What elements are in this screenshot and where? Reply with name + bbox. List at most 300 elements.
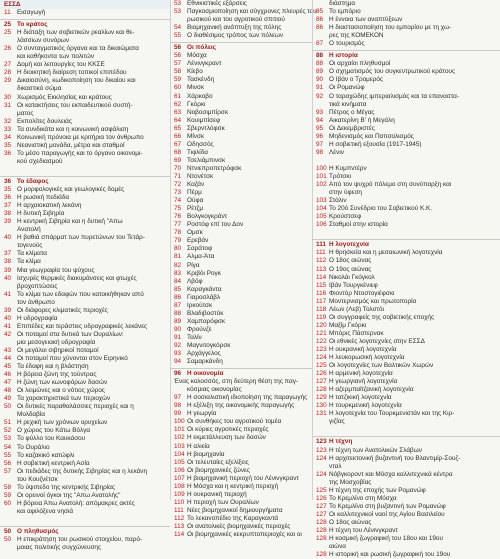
entry-title: Ο συνταγματικός όργανα και τα δικαιώματα: [17, 45, 139, 53]
toc-entry: [0, 460, 170, 468]
entry-title: Επιπέδες και τεράστιες υδρογραφικές λεκάνες: [17, 322, 148, 330]
toc-entry: [170, 515, 312, 523]
page-number: 120: [316, 321, 327, 329]
entry-title: Η οικονομία: [187, 370, 224, 378]
entry-title: τον άνθρωπο: [17, 298, 55, 306]
entry-title: Η λευκορωσική λογοτεχνία: [329, 354, 405, 362]
toc-entry: [0, 267, 170, 275]
page-number: 104: [174, 450, 185, 458]
section-heading: [0, 176, 170, 186]
page-number: 92: [174, 341, 182, 349]
toc-entry: [312, 495, 500, 503]
page-number: 128: [316, 518, 327, 526]
page-number: 47: [4, 379, 12, 387]
page-number: 62: [174, 100, 182, 108]
entry-title: Η ζώνη των κωνοφόρων δασών: [17, 379, 108, 387]
toc-entry: [0, 29, 170, 37]
entry-title: Το φύλλο του Καυκάσου: [17, 435, 86, 443]
entry-title: Τα συνδικάτα και η κοινωνική ασφάλιση: [17, 125, 129, 133]
entry-title: Η βαθιά σπάρματ των πυρετώνων του Τετάρ-: [17, 234, 145, 242]
entry-title: Ταλίν: [187, 333, 202, 341]
entry-title: Καζάν: [187, 181, 205, 189]
entry-title: ρες της ΚΟΜΕΚΟΝ: [329, 32, 384, 40]
entry-title: Η αλιεία: [187, 442, 210, 450]
entry-title: της Μοσχοβίας: [329, 478, 372, 486]
toc-entry: [0, 500, 170, 508]
toc-entry: [0, 355, 170, 363]
page-number: 131: [316, 410, 327, 418]
toc-entry: [0, 166, 170, 174]
entry-title: Ομσκ: [187, 229, 203, 237]
toc-entry: [170, 189, 312, 197]
entry-title: Η κοσμική ζωγραφική του 18ου και 19ου: [329, 535, 443, 543]
entry-title: κού σχεδιασμού: [17, 157, 63, 165]
toc-entry: [0, 371, 170, 379]
toc-entry: [0, 492, 170, 500]
entry-title: Εκπολίτες δουλειάς: [17, 117, 72, 125]
toc-entry: [170, 24, 312, 32]
page-number: 88: [174, 309, 182, 317]
toc-entry: [170, 109, 312, 117]
toc-entry: [170, 197, 312, 205]
toc-entry: [0, 150, 170, 158]
toc-entry: [312, 447, 500, 455]
toc-entry: [0, 102, 170, 110]
page-number: 97: [174, 394, 182, 402]
toc-entry: [0, 484, 170, 492]
page-number: 40: [4, 274, 12, 282]
page-number: 106: [174, 466, 185, 474]
page-number: 103: [316, 197, 327, 205]
entry-title: Εισαγωγή: [17, 9, 46, 17]
page-number: 41: [4, 322, 12, 330]
toc-entry: [170, 310, 312, 318]
toc-entry: [0, 9, 170, 17]
toc-entry: [0, 134, 170, 142]
toc-entry: [170, 125, 312, 133]
entry-title: Οι λειμώνες και ο νότιος χώρος: [17, 387, 105, 395]
entry-title: Η βιομηχανική περιοχή του Λένινγκραντ: [187, 474, 299, 482]
section-heading: [170, 368, 312, 378]
entry-title: Το Κρεμλίνο στη Μόσχα: [329, 494, 397, 502]
toc-entry: [170, 165, 312, 173]
entry-title: Μπόρις Πάστερνακ: [329, 329, 384, 337]
entry-title: Βιομηχανική ανάπτυξη της πόλης: [187, 24, 282, 32]
page-number: 56: [174, 52, 182, 60]
page-number: 114: [316, 273, 327, 281]
page-number: 111: [316, 249, 326, 257]
entry-title: Το καζακικό κατώφλι: [17, 451, 75, 459]
page-number: 31: [4, 101, 12, 109]
entry-title: Ο πληθυσμός: [17, 528, 59, 535]
entry-title: Ντνιεπροπετρόφσκ: [187, 164, 242, 172]
page-number: 102: [316, 181, 327, 189]
page-number: 124: [316, 470, 327, 478]
toc-entry: [170, 181, 312, 189]
entry-title: Νεανιστική μονάδα, μέτρα και σταθμοί: [17, 141, 125, 149]
toc-entry: [312, 229, 500, 237]
page-number: 39: [4, 218, 12, 226]
page-number: 35: [4, 186, 12, 194]
entry-title: Βολγκογκράντ: [187, 213, 228, 221]
section-heading: [170, 42, 312, 52]
entry-title: Οι ποταμοί στα δυτικά των Ουραλίων:: [17, 330, 124, 338]
entry-title: Η διοικητική διαίρεση τοπικοί επιπέδου: [17, 69, 127, 77]
entry-title: Η ιστορία: [329, 52, 358, 60]
toc-entry: [312, 189, 500, 197]
entry-title: Μαξίμ Γκόρκι: [329, 321, 367, 329]
entry-title: Η περιοχή των Ουραλίων: [187, 498, 259, 506]
entry-title: Σβερντλόφσκ: [187, 124, 225, 132]
page-number: 101: [174, 426, 185, 434]
toc-entry: [312, 330, 500, 338]
entry-title: Χάρκοβο: [187, 92, 213, 100]
page-number: 130: [316, 402, 327, 410]
entry-title: Φιοντόρ Ντοστογιέφσκι: [329, 289, 395, 297]
page-number: 79: [174, 237, 182, 245]
toc-entry: [0, 476, 170, 484]
entry-title: Τα έδαφη και η βλάστηση: [17, 363, 89, 371]
entry-title: του Κουζνέτσκ: [17, 475, 58, 483]
toc-entry: [312, 511, 500, 519]
toc-entry: [170, 358, 312, 366]
page-number: 104: [316, 205, 327, 213]
entry-title: Γιαροσλάβλ: [187, 293, 221, 301]
toc-entry: [312, 125, 500, 133]
page-number: 27: [4, 61, 12, 69]
toc-entry: [0, 379, 170, 387]
entry-title: Σαμαρκάνδη: [187, 358, 223, 366]
page-number: 121: [316, 329, 327, 337]
toc-entry: [170, 245, 312, 253]
entry-title: Το κλίμα των εδαφών που κατοικήθηκαν από: [17, 290, 144, 298]
entry-title: Η βόρεια Άπω Ανατολή: απόμακρες ακτές: [17, 499, 135, 507]
entry-title: Η ρεχική των χρόνιων ορυχείων: [17, 419, 108, 427]
entry-title: Τασκένδη: [187, 76, 215, 84]
page-number: 50: [4, 528, 12, 535]
page-number: 87: [316, 40, 324, 48]
toc-entry: [312, 40, 500, 48]
page-number: 25: [4, 29, 12, 37]
toc-entry: [170, 262, 312, 270]
entry-title: Ανατολή: [17, 226, 41, 234]
page-number: 41: [4, 290, 12, 298]
page-number: 122: [316, 337, 327, 345]
toc-entry: [312, 322, 500, 330]
page-number: 33: [4, 125, 12, 133]
toc-entry: [312, 519, 500, 527]
toc-entry: [0, 275, 170, 283]
toc-entry: [312, 471, 500, 479]
page-number: 112: [316, 257, 327, 265]
entry-title: Η διάταξη των σοβιετικών ρεαλίων και θε-: [17, 29, 135, 37]
entry-title: Νικολάι Γκόγκολ: [329, 273, 375, 281]
entry-title: Η σοβιετική κεντρική Ασία: [17, 459, 90, 467]
toc-entry: [312, 141, 500, 149]
page-number: 39: [4, 306, 12, 314]
entry-title: Πέρμ: [187, 189, 202, 197]
page-number: 111: [174, 506, 184, 514]
entry-title: Η αρχαιοκατική λεκάνη: [17, 202, 82, 210]
toc-entry: [312, 24, 500, 32]
page-number: 53: [4, 435, 12, 443]
page-number: 28: [4, 69, 12, 77]
toc-entry: [170, 523, 312, 531]
page-number: 30: [4, 93, 12, 101]
toc-entry: [0, 202, 170, 210]
entry-title: Μίνσκ: [187, 132, 205, 140]
page-number: 85: [316, 8, 324, 16]
entry-title: Νέες βιομηχανικοί δημιουργήματα: [187, 506, 283, 514]
page-number: 65: [174, 124, 182, 132]
entry-title: Μινσκ: [187, 84, 205, 92]
entry-title: Κουιμπίσεφ: [187, 116, 221, 124]
entry-title: Ο μορφολογικές και γεωλογικές δομές: [17, 186, 125, 194]
entry-title: Ο ταραχώδης ιμπεριαλισμός και τα επαναστα-: [329, 92, 459, 100]
toc-entry: [312, 149, 500, 157]
toc-entry: [312, 527, 500, 535]
toc-entry: [0, 363, 170, 371]
entry-title: Οι βιομηχανικές κεκρυπτοπεριοχές και οι: [187, 531, 302, 539]
entry-title: Λένιν: [329, 148, 344, 156]
page-number: 46: [4, 371, 12, 379]
toc-entry: [170, 221, 312, 229]
page-number: 70: [174, 164, 182, 172]
toc-entry: [170, 8, 317, 16]
page-number: 45: [4, 363, 12, 371]
page-number: 59: [174, 76, 182, 84]
page-number: 116: [316, 289, 327, 297]
toc-entry: [170, 84, 312, 92]
page-number: 101: [316, 172, 327, 180]
toc-entry: [0, 468, 170, 476]
toc-entry: [312, 338, 500, 346]
toc-entry: [170, 253, 312, 261]
toc-entry: [0, 110, 170, 118]
entry-title: Από τον ψυχρό πόλεμο στη συνύπαρξη και: [329, 181, 452, 189]
page-number: 85: [174, 285, 182, 293]
entry-title: Ισχυρές θερμικές διακυμάνσεις και φτωχές: [17, 274, 137, 282]
toc-entry: [170, 141, 312, 149]
page-number: 125: [316, 362, 327, 370]
toc-entry: [170, 101, 312, 109]
entry-title: Λένινγκραντ: [187, 60, 222, 68]
entry-title: Η τέχνη των Ανατολικών Σλάβων: [329, 446, 422, 454]
page-number: 123: [316, 345, 327, 353]
entry-title: Η αρμενική λογοτεχνία: [329, 370, 393, 378]
toc-entry: [0, 126, 170, 134]
toc-entry: [312, 418, 500, 426]
entry-title: Οι καλλιτεχνικοί ναοί της Αγίου Βασιλείου: [329, 510, 445, 518]
toc-entry: [312, 101, 500, 109]
entry-title: Οι ανατολικές βιομηχανικές περιοχές: [187, 523, 291, 530]
toc-entry: [0, 307, 170, 315]
page-number: 57: [174, 60, 182, 68]
section-heading: [0, 0, 170, 9]
page-number: 37: [4, 202, 12, 210]
entry-title: Ο τουρισμός: [329, 40, 365, 48]
page-number: 60: [174, 84, 182, 92]
toc-entry: [170, 434, 312, 442]
toc-entry: [170, 173, 312, 181]
page-number: 54: [174, 24, 182, 32]
toc-entry: [0, 331, 170, 339]
entry-title: Μολδαβία: [17, 411, 45, 419]
page-number: 84: [174, 277, 182, 285]
entry-title: Η βόρεια ζώνη της τούντρας: [17, 371, 97, 379]
toc-entry: [170, 483, 312, 491]
toc-entry: [312, 346, 500, 354]
entry-title: Η αρχιτεκτονική βυζαντινή του Βλαντιμίρ-Σουζ-: [329, 454, 461, 462]
page-number: 38: [4, 258, 12, 266]
toc-entry: [0, 435, 170, 443]
toc-entry: [170, 475, 312, 483]
entry-title: Το λεκανοπέδιο της Καραγκαντά: [187, 514, 279, 522]
page-number: 91: [316, 84, 324, 92]
toc-entry: [312, 455, 500, 463]
page-number: 94: [316, 116, 324, 124]
page-number: 55: [174, 32, 182, 40]
entry-title: δικαστικό σώμα: [17, 85, 62, 93]
entry-title: Δικαιοσύνη, κωδικοποίηση του δικαίου και: [17, 77, 136, 85]
page-number: 91: [174, 333, 182, 341]
toc-entry: [170, 318, 312, 326]
entry-title: Η Κυμπντέρν: [329, 164, 367, 172]
toc-entry: [170, 451, 312, 459]
page-number: 96: [174, 370, 182, 378]
entry-title: Οι μεγάλοι σιβηρικοί ποταμοί: [17, 346, 99, 354]
entry-title: Η εκμετάλλευση των δασών: [187, 434, 266, 442]
toc-entry: [0, 452, 170, 460]
page-number: 103: [174, 442, 185, 450]
page-number: 117: [316, 297, 327, 305]
entry-title: Οι πεδιάδες της δυτικής Σιβηρίας και η λεκάνη: [17, 467, 148, 475]
entry-title: Βλαδιβοστόκ: [187, 309, 224, 317]
entry-title: Οι ορεινοί όγκοι της "Απω Ανατολής": [17, 491, 121, 499]
toc-column-2: [170, 0, 317, 539]
page-number: 123: [316, 438, 327, 446]
toc-entry: [170, 149, 312, 157]
page-number: 129: [316, 394, 327, 402]
entry-title: Η έννοια των αναπτύξεων: [329, 16, 403, 24]
toc-entry: [312, 117, 500, 125]
entry-title: Δομή και λειτουργίες του ΚΚΣΕ: [17, 61, 105, 69]
entry-title: Η τέχνη του Λένινγκραντ: [329, 527, 398, 534]
page-number: 86: [174, 293, 182, 301]
page-number: 105: [316, 213, 327, 221]
toc-entry: [170, 157, 312, 165]
page-number: 32: [4, 117, 12, 125]
entry-title: Ο 18ος αιώνας: [329, 518, 372, 526]
toc-entry: [170, 443, 312, 451]
page-number: 58: [4, 483, 12, 491]
page-number: 63: [174, 108, 182, 116]
page-number: 86: [316, 16, 324, 24]
toc-entry: [0, 444, 170, 452]
page-number: 90: [316, 76, 324, 84]
toc-entry: [312, 306, 500, 314]
entry-title: Νοβοσιμπίρσκ: [187, 108, 229, 116]
page-number: 82: [174, 261, 182, 269]
toc-entry: [312, 165, 500, 173]
page-number: 73: [174, 189, 182, 197]
page-number: 115: [316, 281, 327, 289]
entry-title: Τρότσκι: [329, 172, 351, 180]
entry-title: Καραγκάντα: [187, 285, 222, 293]
page-number: 50: [4, 403, 12, 411]
page-number: 68: [174, 148, 182, 156]
page-number: 52: [4, 427, 12, 435]
toc-entry: [170, 326, 312, 334]
entry-title: Οι διάφορες κλιματικές περιοχές: [17, 306, 108, 314]
page-number: 127: [316, 378, 327, 386]
page-number: 88: [316, 60, 324, 68]
page-number: 50: [4, 536, 12, 544]
page-number: 67: [174, 140, 182, 148]
toc-entry: [312, 487, 500, 495]
page-number: 99: [174, 410, 182, 418]
entry-title: Το κράτος: [17, 21, 48, 29]
toc-entry: [170, 76, 312, 84]
entry-title: ματος: [17, 109, 34, 117]
toc-entry: [0, 218, 170, 226]
page-number: 100: [316, 164, 327, 172]
toc-entry: [0, 118, 170, 126]
toc-entry: [170, 499, 312, 507]
page-number: 34: [4, 133, 12, 141]
entry-title: Ρέτζμ: [187, 205, 204, 213]
page-number: 58: [174, 68, 182, 76]
page-number: 112: [174, 514, 185, 522]
toc-entry: [312, 205, 500, 213]
page-number: 54: [4, 443, 12, 451]
page-number: 105: [174, 458, 185, 466]
entry-title: Νόβγκοροντ και Μόσχα καλλιτεχνικά κέντρα: [329, 470, 453, 478]
entry-title: κόσμιας οικονομίας: [187, 386, 242, 394]
toc-entry: [312, 93, 500, 101]
toc-entry: [312, 362, 500, 370]
page-number: 124: [316, 454, 327, 462]
page-number: 29: [4, 77, 12, 85]
entry-title: Η υδρογραφία: [17, 314, 58, 322]
page-number: 126: [316, 494, 327, 502]
page-number: 57: [4, 467, 12, 475]
entry-title: Κοινωνική πρόνοια με κριτήρια τον άνθρωπο: [17, 133, 144, 141]
page-number: 42: [4, 330, 12, 338]
toc-entry: [170, 342, 312, 350]
entry-title: Το 20ό Συνέδριο του Σοβιετικού Κ.Κ.: [329, 205, 433, 213]
page-number: 93: [174, 350, 182, 358]
page-number: 98: [316, 148, 324, 156]
entry-title: Λέων (Λεβ) Τολστόι: [329, 305, 384, 313]
entry-title: τικά κινήματα: [329, 100, 367, 108]
entry-title: Η τέχνη της εποχής των Ρομανώφ: [329, 486, 426, 494]
toc-entry: [312, 173, 500, 181]
entry-title: Οι λογοτεχνίες των Βαλτικών Χωρών: [329, 362, 434, 370]
entry-title: Ένας κολοσσός, στη δεύτερη θέση της παγ-: [174, 378, 299, 386]
entry-title: Η τουρκμενική λογοτεχνία: [329, 402, 402, 410]
entry-title: Οι δυτικές παραθαλάσσιες περιοχές και η: [17, 403, 134, 411]
entry-title: διάστημα: [329, 0, 356, 7]
entry-title: Οδησσός: [187, 140, 214, 148]
page-number: 60: [4, 499, 12, 507]
page-number: 37: [4, 250, 12, 258]
toc-entry: [170, 278, 312, 286]
entry-title: ΕΣΣΔ: [4, 1, 21, 8]
entry-title: Ο σχηματισμός του συγκεντρωτικού κράτους: [329, 68, 456, 76]
toc-entry: [170, 334, 312, 342]
entry-title: Μια γεωγραφία του ψύχους: [17, 266, 95, 274]
